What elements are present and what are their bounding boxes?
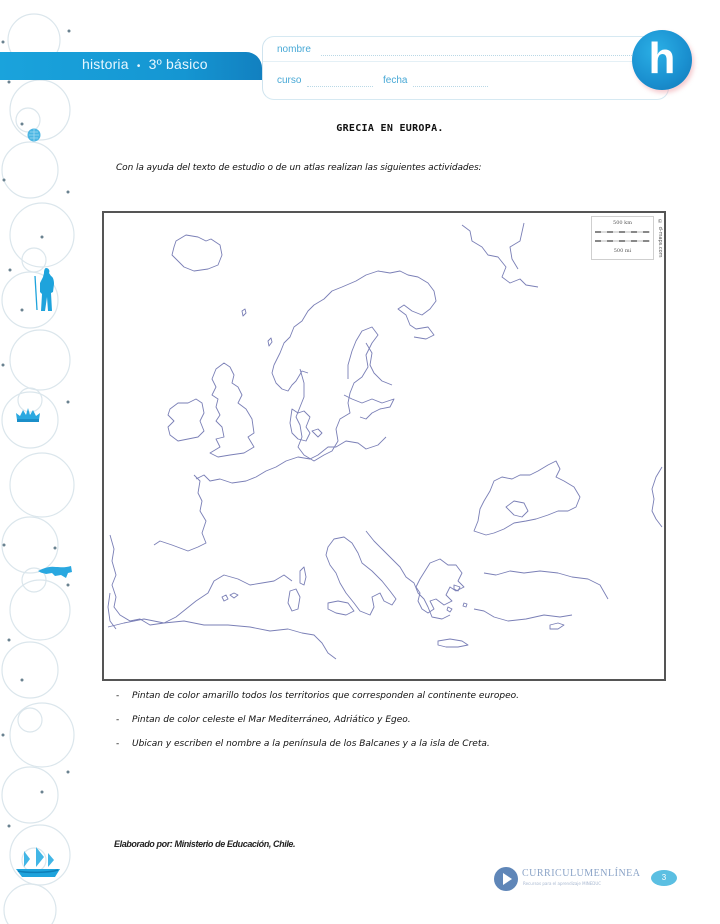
map-credit: © d-maps.com [657, 219, 663, 258]
subject-label: historia • 3º básico [82, 56, 208, 72]
crown-icon [15, 406, 41, 422]
name-field[interactable] [321, 55, 656, 56]
play-icon [494, 867, 518, 891]
task-text: Pintan de color celeste el [132, 715, 249, 725]
date-label: fecha [383, 75, 408, 86]
page-title: GRECIA EN EUROPA. [336, 123, 444, 134]
task-item [116, 690, 519, 714]
task-text-emphasis: Mar Mediterráneo [248, 715, 329, 725]
brand-tagline: Recursos para el aprendizaje MINEDUC [523, 881, 602, 886]
greek-soldier-icon [32, 266, 58, 312]
task-item [116, 714, 519, 738]
course-label: curso [277, 75, 302, 86]
list-dash: - [116, 715, 120, 725]
history-logo: h [632, 30, 692, 90]
student-info-box [262, 36, 669, 100]
europe-outline-map [102, 211, 666, 681]
task-list [116, 690, 519, 762]
scale-mi-label: 500 mi [613, 248, 632, 254]
scale-bar-mi [595, 240, 650, 242]
scale-km-label: 500 km [613, 220, 632, 226]
course-field[interactable] [307, 86, 373, 87]
brand-name: CURRICULUMENLÍNEA [522, 868, 641, 879]
map-scale-bar [591, 216, 654, 260]
task-text: Pintan de color amarillo todos los territorios que corresponden al continente europeo. [132, 691, 519, 701]
map-outline [104, 213, 666, 681]
task-item [116, 738, 519, 762]
list-dash: - [116, 691, 120, 701]
name-label: nombre [277, 44, 311, 55]
map-fragment-icon [37, 563, 73, 579]
instructions-text: Con la ayuda del texto de estudio o de un atlas realizan las siguientes actividades: [116, 163, 482, 173]
list-dash: - [116, 739, 120, 749]
ship-icon [14, 845, 62, 881]
scale-bar-km [595, 231, 650, 233]
source-credit: Elaborado por: Ministerio de Educación, Chile. [114, 839, 296, 849]
page-number-badge: 3 [651, 870, 677, 886]
date-field[interactable] [413, 86, 488, 87]
task-text: , Adriático y Egeo. [328, 715, 411, 725]
subject-banner [0, 52, 262, 80]
divider [263, 61, 668, 62]
task-text: Ubican y escriben el nombre a la península de los Balcanes y a la isla de Creta. [132, 739, 490, 749]
